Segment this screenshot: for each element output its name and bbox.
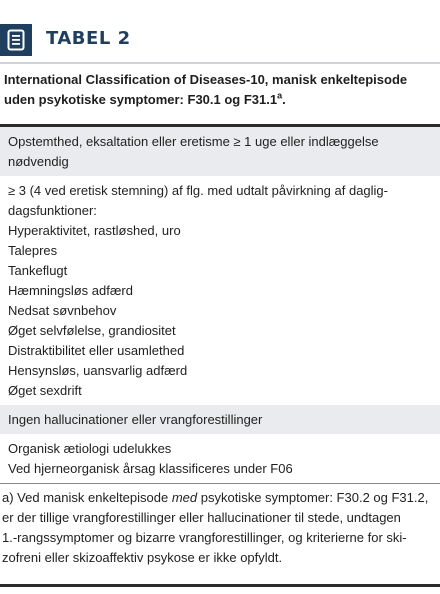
table-row bbox=[0, 434, 440, 483]
caption-period: . bbox=[282, 92, 286, 107]
row-line: Ingen hallucinationer eller vrangforestillinger bbox=[8, 412, 263, 427]
row-line: Nedsat søvnbehov bbox=[8, 303, 117, 318]
footnote-prefix: a) Ved manisk enkeltepisode bbox=[2, 490, 172, 505]
title-divider bbox=[0, 62, 440, 64]
footnote-line: er der tillige vrangforestillinger eller hallucinationer til stede, undtagen bbox=[2, 510, 401, 525]
table-caption bbox=[4, 70, 436, 110]
row-line: nødvendig bbox=[8, 154, 69, 169]
row-line: Distraktibilitet eller usamlethed bbox=[8, 343, 185, 358]
table-row bbox=[0, 127, 440, 176]
row-line: Øget selvfølelse, grandiositet bbox=[8, 323, 176, 338]
row-line: Talepres bbox=[8, 243, 58, 258]
row-line: Hensynsløs, uansvarlig adfærd bbox=[8, 363, 188, 378]
row-line: Hyperaktivitet, rastløshed, uro bbox=[8, 223, 181, 238]
table-footnote bbox=[0, 484, 440, 568]
caption-footnote-marker: a bbox=[277, 90, 283, 101]
table-row bbox=[0, 405, 440, 434]
footnote-line: 1.-rangssymptomer og bizarre vrangforestillinger, og kriterierne for ski- bbox=[2, 530, 407, 545]
caption-text: International Classification of Diseases-10, manisk enkeltepisode uden psykotiske symptomer: F30.1 og F31.1 bbox=[4, 72, 408, 107]
row-line: ≥ 3 (4 ved eretisk stemning) af flg. med udtalt påvirkning af daglig- bbox=[8, 183, 388, 198]
criteria-table bbox=[0, 124, 440, 568]
row-line: Ved hjerneorganisk årsag klassificeres under F06 bbox=[8, 461, 293, 476]
document-list-icon bbox=[0, 24, 32, 56]
row-line: Hæmningsløs adfærd bbox=[8, 283, 133, 298]
table-title: TABEL 2 bbox=[46, 28, 131, 49]
footnote-emphasis: med bbox=[171, 490, 198, 505]
footnote-line: zofreni eller skizoaffektiv psykose er ikke opfyldt. bbox=[2, 550, 283, 565]
row-line: dagsfunktioner: bbox=[8, 203, 97, 218]
table-bottom-rule bbox=[0, 584, 440, 587]
table-header bbox=[0, 0, 440, 50]
row-line: Øget sexdrift bbox=[8, 383, 82, 398]
row-line: Organisk ætiologi udelukkes bbox=[8, 441, 172, 456]
row-line: Tankeflugt bbox=[8, 263, 68, 278]
footnote-line1-rest: psykotiske symptomer: F30.2 og F31.2, bbox=[197, 490, 429, 505]
row-line: Opstemthed, eksaltation eller eretisme ≥ 1 uge eller indlæggelse bbox=[8, 134, 379, 149]
table-row bbox=[0, 176, 440, 405]
footnote-line bbox=[2, 488, 438, 508]
